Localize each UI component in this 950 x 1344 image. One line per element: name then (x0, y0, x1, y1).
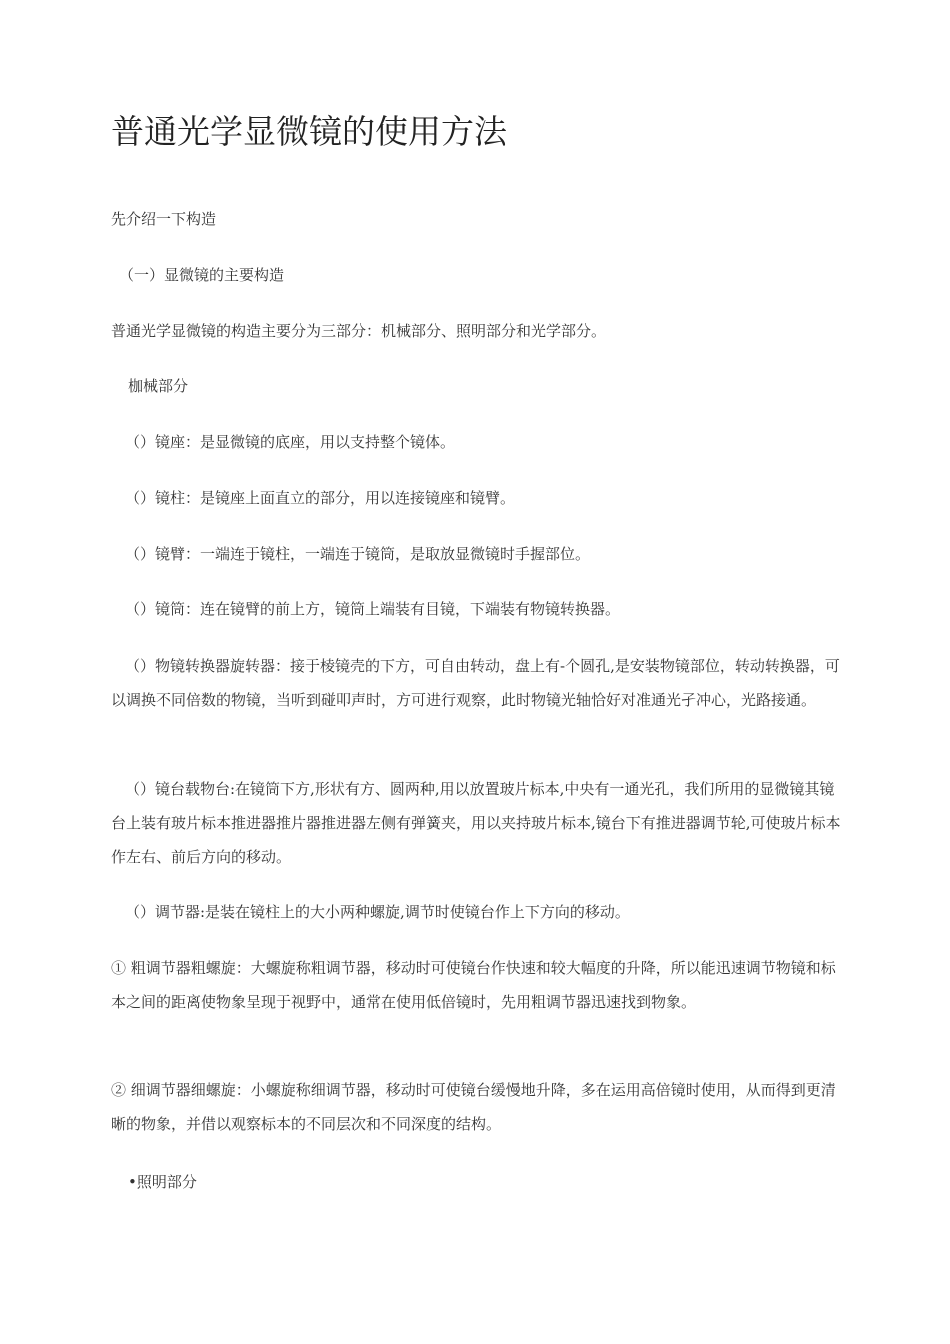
item-tube: （）镜筒：连在镜臂的前上方，镜筒上端装有目镜，下端装有物镜转换器。 (125, 600, 621, 618)
item-arm: （）镜臂：一端连于镜柱，一端连于镜筒，是取放显微镜时手握部位。 (125, 545, 591, 563)
item-fine-adjuster: ② 细调节器细螺旋：小螺旋称细调节器，移动时可使镜台缓慢地升降，多在运用高倍镜时使用，从而得到更清晰的物象，并借以观察标本的不同层次和不同深度的结构。 (111, 1081, 836, 1133)
section-heading-main-structure: （一）显微镜的主要构造 (119, 266, 285, 284)
lighting-part-heading: •照明部分 (128, 1173, 197, 1191)
document-title: 普通光学显微镜的使用方法 (111, 112, 507, 151)
item-stage: （）镜台载物台:在镜筒下方,形状有方、圆两种,用以放置玻片标本,中央有一通光孔，我们所用的显微镜其镜台上装有玻片标本推进器推片器推进器左侧有弹簧夹，用以夹持玻片标本,镜台下有推进器调节轮,可使玻片标本作左右、前后方向的移动。 (111, 780, 841, 866)
intro-text: 先介绍一下构造 (111, 210, 217, 228)
overview-paragraph: 普通光学显微镜的构造主要分为三部分：机械部分、照明部分和光学部分。 (111, 322, 607, 340)
item-coarse-adjuster: ① 粗调节器粗螺旋：大螺旋称粗调节器，移动时可使镜台作快速和较大幅度的升降，所以能迅速调节物镜和标本之间的距离使物象呈现于视野中，通常在使用低倍镜时，先用粗调节器迅速找到物象。 (111, 959, 836, 1011)
item-pillar: （）镜柱：是镜座上面直立的部分，用以连接镜座和镜臂。 (125, 489, 516, 507)
mechanical-part-heading: 枷械部分 (128, 377, 189, 395)
item-base: （）镜座：是显微镜的底座，用以支持整个镜体。 (125, 433, 456, 451)
item-nosepiece: （）物镜转换器旋转器：接于棱镜壳的下方，可自由转动，盘上有-个圆孔,是安装物镜部位，转动转换器，可以调换不同倍数的物镜，当听到碰叩声时，方可进行观察，此时物镜光轴恰好对准通光孑冲心，光路接通。 (111, 657, 840, 709)
item-adjuster: （）调节器:是装在镜柱上的大小两种螺旋,调节时使镜台作上下方向的移动。 (125, 903, 630, 921)
